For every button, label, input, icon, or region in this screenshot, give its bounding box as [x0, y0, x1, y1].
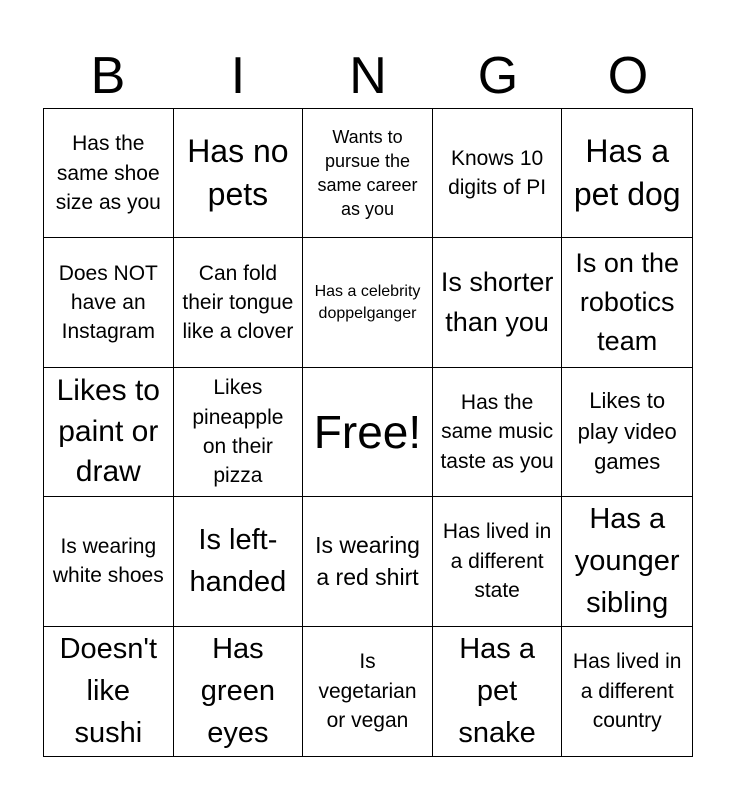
cell-text: Doesn't like sushi — [59, 633, 157, 750]
cell-text: Is wearing a red shirt — [315, 532, 420, 591]
cell-text: Has a younger sibling — [574, 503, 680, 620]
bingo-cell[interactable] — [562, 238, 692, 367]
bingo-header — [43, 48, 693, 104]
cell-text: Is wearing white shoes — [52, 535, 164, 588]
bingo-cell[interactable] — [433, 238, 563, 367]
cell-text: Can fold their tongue like a clover — [182, 261, 294, 344]
bingo-cell[interactable] — [174, 497, 304, 626]
bingo-cell[interactable] — [174, 368, 304, 497]
bingo-cell[interactable] — [44, 238, 174, 367]
header-letter-n: N — [349, 47, 387, 105]
cell-text: Has lived in a different country — [572, 650, 682, 732]
bingo-cell[interactable] — [303, 238, 433, 367]
cell-text: Has no pets — [187, 133, 289, 213]
bingo-cell[interactable] — [562, 109, 692, 238]
bingo-cell[interactable] — [44, 368, 174, 497]
cell-text: Likes to play video games — [577, 387, 677, 475]
cell-text: Has lived in a different state — [442, 520, 552, 603]
cell-text: Likes to paint or draw — [56, 374, 160, 489]
bingo-cell[interactable] — [433, 109, 563, 238]
bingo-cell[interactable] — [44, 627, 174, 756]
bingo-cell[interactable] — [562, 497, 692, 626]
header-letter-g: G — [477, 47, 519, 105]
header-letter-i: I — [230, 47, 246, 105]
cell-text: Likes pineapple on their pizza — [192, 376, 284, 488]
cell-text: Has the same music taste as you — [440, 390, 554, 473]
bingo-cell[interactable] — [174, 238, 304, 367]
bingo-cell[interactable] — [433, 497, 563, 626]
cell-text: Has a pet snake — [458, 633, 536, 750]
bingo-cell[interactable] — [174, 627, 304, 756]
cell-text: Has a celebrity doppelganger — [314, 283, 421, 322]
cell-text: Has a pet dog — [573, 133, 681, 213]
bingo-cell[interactable] — [44, 109, 174, 238]
bingo-cell[interactable] — [562, 368, 692, 497]
cell-text: Is left-handed — [189, 524, 287, 599]
free-space-cell[interactable] — [303, 368, 433, 497]
cell-text: Has the same shoe size as you — [55, 132, 161, 214]
bingo-cell[interactable] — [44, 497, 174, 626]
cell-text: Does NOT have an Instagram — [58, 261, 158, 344]
bingo-cell[interactable] — [562, 627, 692, 756]
cell-text: Wants to pursue the same career as you — [317, 126, 418, 220]
cell-text: Is on the robotics team — [575, 247, 679, 357]
bingo-board — [43, 108, 693, 757]
cell-text: Is vegetarian or vegan — [318, 650, 417, 732]
cell-text: Is shorter than you — [440, 267, 554, 337]
bingo-cell[interactable] — [303, 109, 433, 238]
header-letter-b: B — [90, 47, 126, 105]
bingo-cell[interactable] — [303, 497, 433, 626]
bingo-cell[interactable] — [433, 627, 563, 756]
bingo-cell[interactable] — [433, 368, 563, 497]
cell-text: Free! — [313, 405, 422, 458]
header-letter-o: O — [607, 47, 649, 105]
bingo-cell[interactable] — [174, 109, 304, 238]
cell-text: Has green eyes — [200, 633, 275, 750]
cell-text: Knows 10 digits of PI — [448, 146, 547, 200]
bingo-cell[interactable] — [303, 627, 433, 756]
